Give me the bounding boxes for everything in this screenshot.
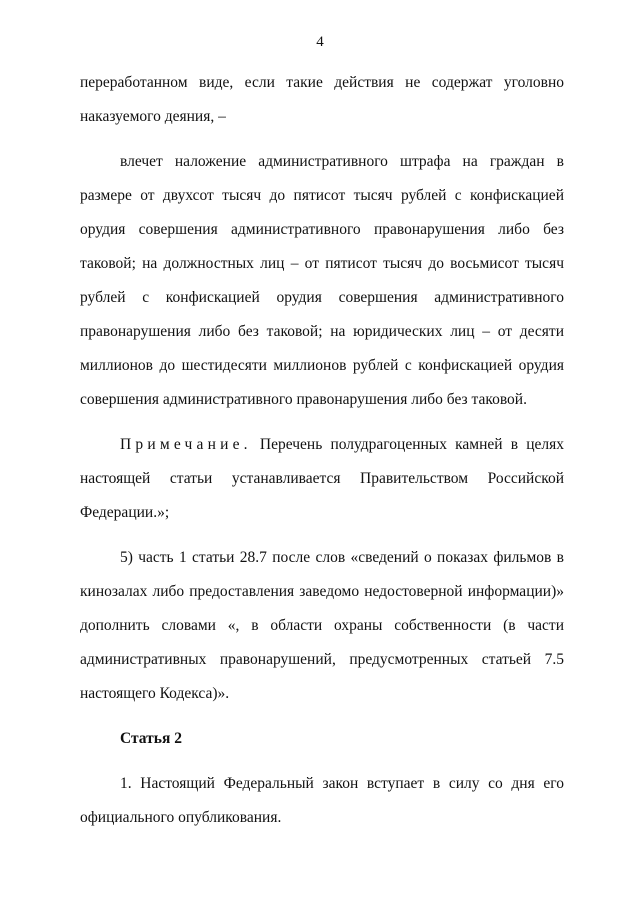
paragraph-gap — [80, 134, 564, 145]
note-text: Перечень полудрагоценных камней в целях настоящей статьи устанавливается Правительством Российской Федерации.»; — [80, 436, 564, 521]
paragraph-entry-into-force: 1. Настоящий Федеральный закон вступает в силу со дня его официального опубликования. — [80, 775, 564, 826]
paragraph-gap — [80, 530, 564, 541]
paragraph-gap — [80, 417, 564, 428]
page-number: 4 — [316, 34, 324, 50]
paragraph-gap — [80, 711, 564, 722]
article-heading: Статья 2 — [120, 730, 182, 747]
note-label: Примечание. — [120, 436, 252, 453]
paragraph-penalty: влечет наложение административного штрафа на граждан в размере от двухсот тысяч до пятисот тысяч рублей с конфискацией орудия совершения административного правонарушения либо без таковой; на должностных лиц – от пятисот тысяч до восьмисот тысяч рублей с конфискацией орудия совершения административного правонарушения либо без таковой; на юридических лиц – от десяти миллионов до шестидесяти миллионов рублей с конфискацией орудия совершения административного правонарушения либо без таковой. — [80, 153, 564, 408]
paragraph-note — [80, 428, 564, 530]
paragraph-amendment-5: 5) часть 1 статьи 28.7 после слов «сведений о показах фильмов в кинозалах либо предоставления заведомо недостоверной информации)» дополнить словами «, в области охраны собственности (в части административных правонарушений, предусмотренных статьей 7.5 настоящего Кодекса)». — [80, 549, 564, 702]
document-body — [80, 66, 564, 835]
paragraph-continuation: переработанном виде, если такие действия не содержат уголовно наказуемого деяния, – — [80, 74, 564, 125]
paragraph-gap — [80, 756, 564, 767]
